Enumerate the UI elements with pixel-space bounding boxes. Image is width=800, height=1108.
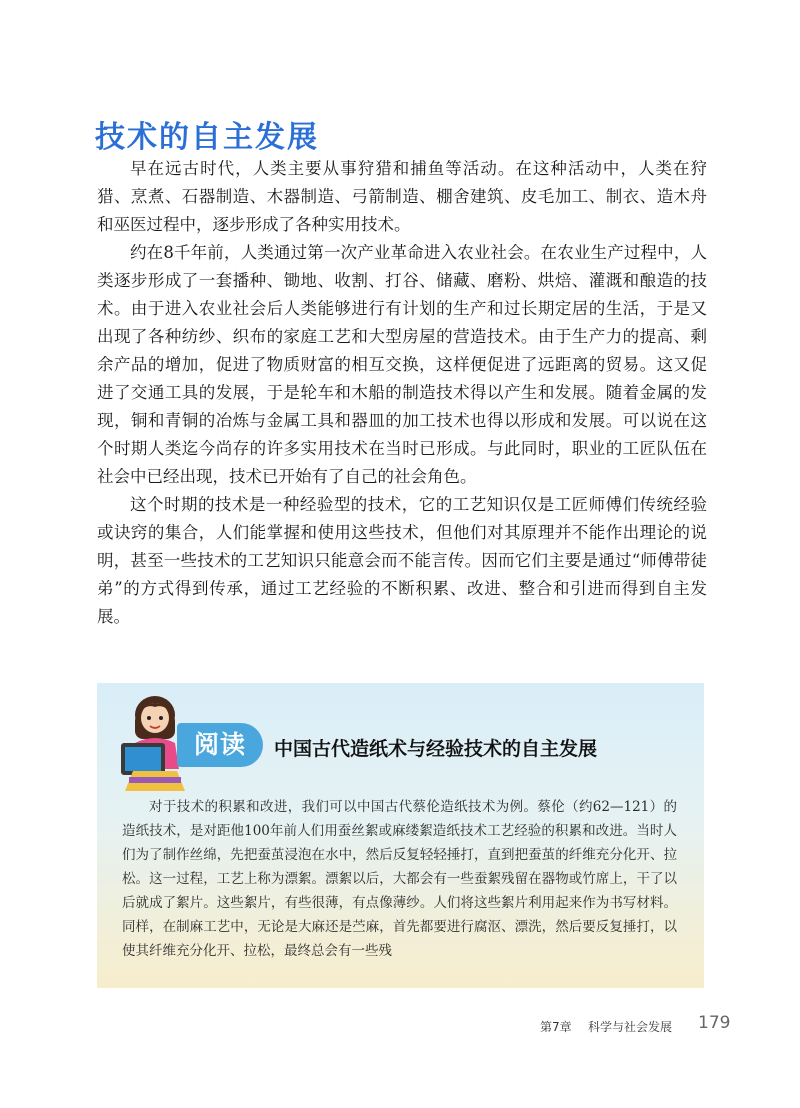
- reading-paragraph-1: 对于技术的积累和改进，我们可以中国古代蔡伦造纸技术为例。蔡伦（约62—121）的造纸技术，是对距他100年前人们用蚕丝絮或麻缕絮造纸技术工艺经验的积累和改进。当时人们为了制作丝绵，先把蚕茧浸泡在水中，然后反复轻轻捶打，直到把蚕茧的纤维充分化开、拉松。这一过程，工艺上称为漂絮。漂絮以后，大都会有一些蚕絮残留在器物或竹席上，干了以后就成了絮片。这些絮片，有些很薄，有点像薄纱。人们将这些絮片利用起来作为书写材料。同样，在制麻工艺中，无论是大麻还是苎麻，首先都要进行腐沤、漂洗，然后要反复捶打，以使其纤维充分化开、拉松，最终总会有一些残: [122, 799, 677, 959]
- body-paragraph-3: 这个时期的技术是一种经验型的技术，它的工艺知识仅是工匠师傅们传统经验或诀窍的集合，人们能掌握和使用这些技术，但他们对其原理并不能作出理论的说明，甚至一些技术的工艺知识只能意会而不能言传。因而它们主要是通过“师傅带徒弟”的方式得到传承，通过工艺经验的不断积累、改进、整合和引进而得到自主发展。: [97, 495, 707, 626]
- reading-badge: 阅读: [177, 723, 263, 767]
- page-footer: [520, 1012, 730, 1038]
- page-number: 179: [698, 1013, 731, 1033]
- section-title: 技术的自主发展: [95, 120, 319, 155]
- footer-chapter: 第7章: [540, 1020, 572, 1034]
- body-text: [97, 155, 707, 631]
- reading-text: [122, 795, 677, 963]
- footer-chapter-title: 科学与社会发展: [588, 1020, 673, 1034]
- reading-title: 中国古代造纸术与经验技术的自主发展: [274, 738, 598, 760]
- reading-sidebar: [97, 683, 704, 988]
- body-paragraph-1: 早在远古时代，人类主要从事狩猎和捕鱼等活动。在这种活动中，人类在狩猎、烹煮、石器制造、木器制造、弓箭制造、棚舍建筑、皮毛加工、制衣、造木舟和巫医过程中，逐步形成了各种实用技术。: [97, 159, 707, 234]
- body-paragraph-2: 约在8千年前，人类通过第一次产业革命进入农业社会。在农业生产过程中，人类逐步形成了一套播种、锄地、收割、打谷、储藏、磨粉、烘焙、灌溉和酿造的技术。由于进入农业社会后人类能够进行有计划的生产和过长期定居的生活，于是又出现了各种纺纱、织布的家庭工艺和大型房屋的营造技术。由于生产力的提高、剩余产品的增加，促进了物质财富的相互交换，这样便促进了远距离的贸易。这又促进了交通工具的发展，于是轮车和木船的制造技术得以产生和发展。随着金属的发现，铜和青铜的冶炼与金属工具和器皿的加工技术也得以形成和发展。可以说在这个时期人类迄今尚存的许多实用技术在当时已形成。与此同时，职业的工匠队伍在社会中已经出现，技术已开始有了自己的社会角色。: [97, 243, 707, 486]
